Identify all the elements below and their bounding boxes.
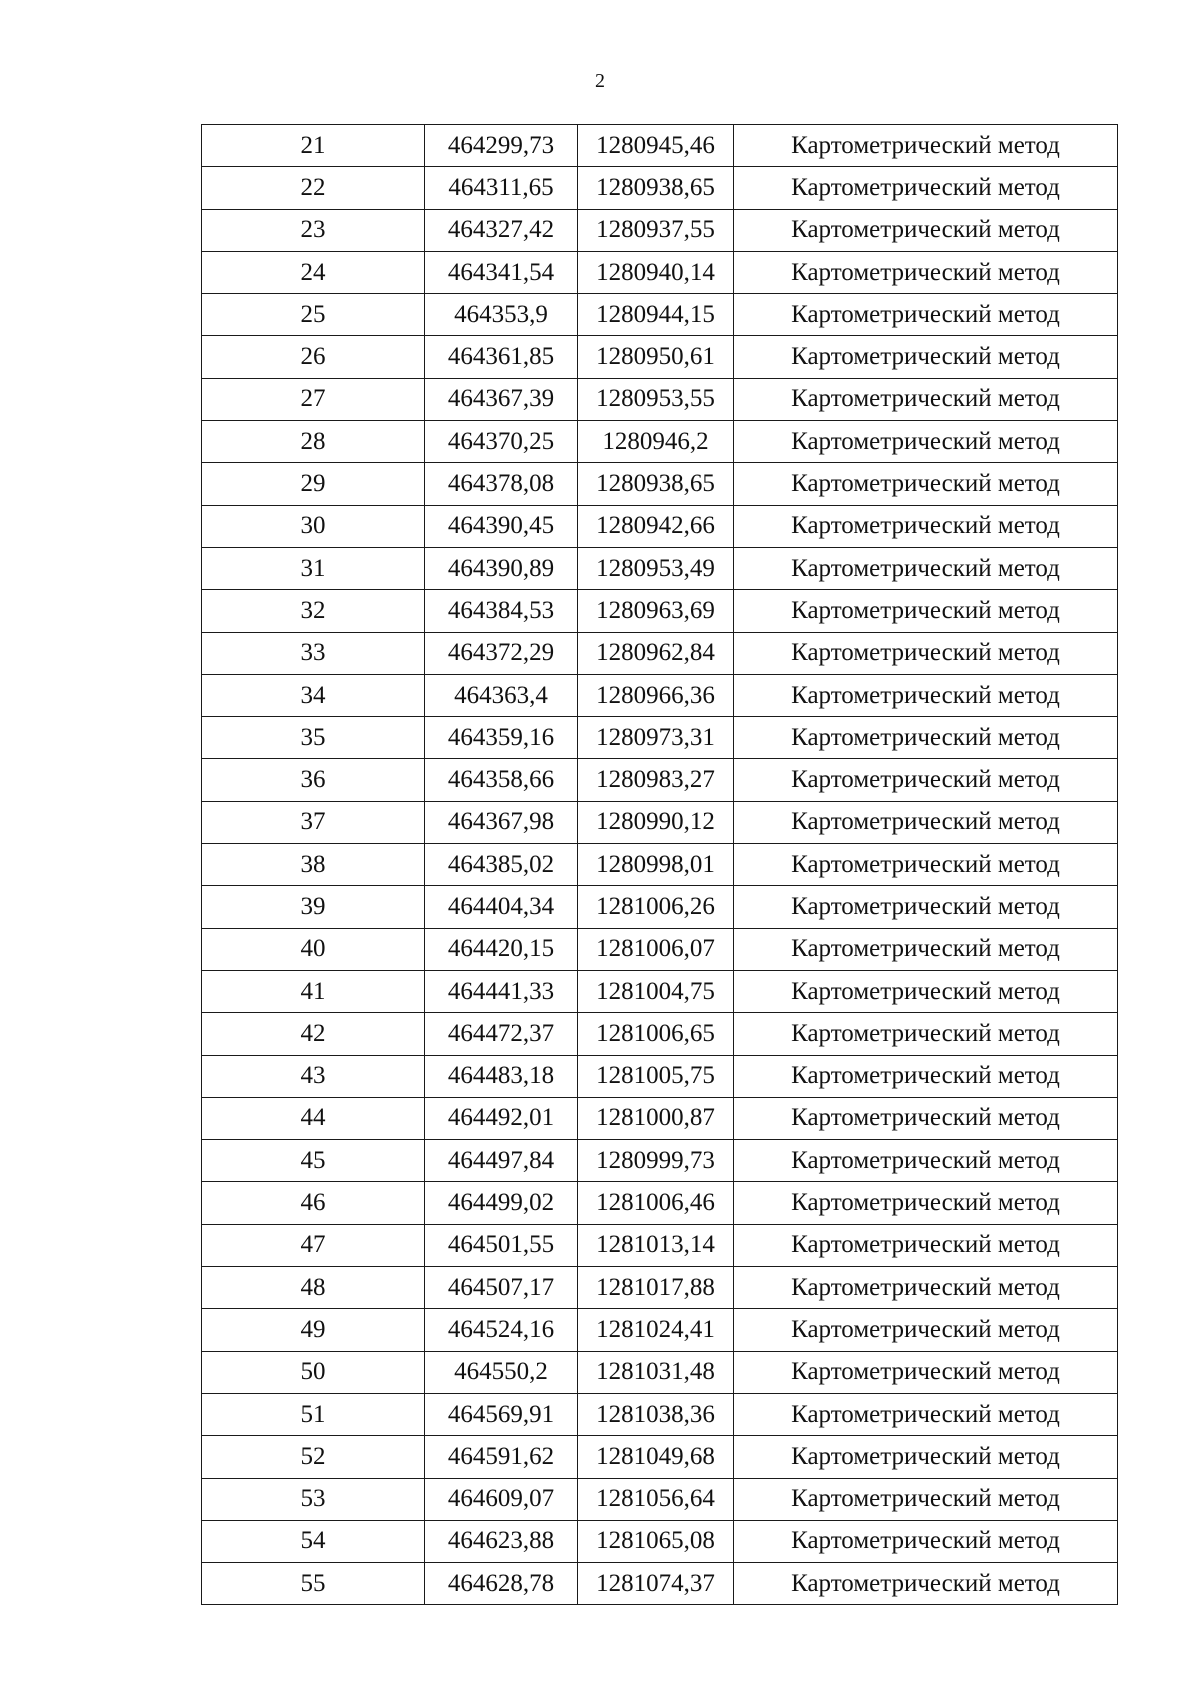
point-number-cell: 31 — [202, 547, 425, 589]
method-cell: Картометрический метод — [734, 294, 1118, 336]
table-row — [202, 378, 1118, 420]
table-row — [202, 674, 1118, 716]
x-coordinate-cell: 464628,78 — [425, 1563, 578, 1605]
point-number-cell: 24 — [202, 251, 425, 293]
point-number-cell: 46 — [202, 1182, 425, 1224]
coordinates-table — [201, 124, 1118, 1605]
point-number-cell: 27 — [202, 378, 425, 420]
y-coordinate-cell: 1280998,01 — [578, 844, 734, 886]
point-number-cell: 55 — [202, 1563, 425, 1605]
x-coordinate-cell: 464353,9 — [425, 294, 578, 336]
method-cell: Картометрический метод — [734, 844, 1118, 886]
method-cell: Картометрический метод — [734, 167, 1118, 209]
y-coordinate-cell: 1280944,15 — [578, 294, 734, 336]
point-number-cell: 51 — [202, 1393, 425, 1435]
table-row — [202, 1097, 1118, 1139]
method-cell: Картометрический метод — [734, 1478, 1118, 1520]
y-coordinate-cell: 1280942,66 — [578, 505, 734, 547]
y-coordinate-cell: 1280962,84 — [578, 632, 734, 674]
table-row — [202, 1140, 1118, 1182]
point-number-cell: 22 — [202, 167, 425, 209]
table-row — [202, 1182, 1118, 1224]
y-coordinate-cell: 1281013,14 — [578, 1224, 734, 1266]
y-coordinate-cell: 1280963,69 — [578, 590, 734, 632]
x-coordinate-cell: 464501,55 — [425, 1224, 578, 1266]
point-number-cell: 21 — [202, 125, 425, 167]
method-cell: Картометрический метод — [734, 1013, 1118, 1055]
x-coordinate-cell: 464370,25 — [425, 421, 578, 463]
method-cell: Картометрический метод — [734, 632, 1118, 674]
table-row — [202, 1563, 1118, 1605]
point-number-cell: 43 — [202, 1055, 425, 1097]
y-coordinate-cell: 1281006,65 — [578, 1013, 734, 1055]
table-row — [202, 505, 1118, 547]
table-row — [202, 717, 1118, 759]
method-cell: Картометрический метод — [734, 928, 1118, 970]
method-cell: Картометрический метод — [734, 421, 1118, 463]
point-number-cell: 28 — [202, 421, 425, 463]
point-number-cell: 25 — [202, 294, 425, 336]
method-cell: Картометрический метод — [734, 378, 1118, 420]
table-row — [202, 1055, 1118, 1097]
method-cell: Картометрический метод — [734, 336, 1118, 378]
y-coordinate-cell: 1281056,64 — [578, 1478, 734, 1520]
y-coordinate-cell: 1281024,41 — [578, 1309, 734, 1351]
table-row — [202, 1393, 1118, 1435]
point-number-cell: 30 — [202, 505, 425, 547]
x-coordinate-cell: 464441,33 — [425, 970, 578, 1012]
method-cell: Картометрический метод — [734, 674, 1118, 716]
x-coordinate-cell: 464609,07 — [425, 1478, 578, 1520]
x-coordinate-cell: 464327,42 — [425, 209, 578, 251]
table-row — [202, 1351, 1118, 1393]
y-coordinate-cell: 1281004,75 — [578, 970, 734, 1012]
x-coordinate-cell: 464361,85 — [425, 336, 578, 378]
point-number-cell: 48 — [202, 1267, 425, 1309]
method-cell: Картометрический метод — [734, 463, 1118, 505]
x-coordinate-cell: 464420,15 — [425, 928, 578, 970]
y-coordinate-cell: 1280966,36 — [578, 674, 734, 716]
point-number-cell: 38 — [202, 844, 425, 886]
x-coordinate-cell: 464359,16 — [425, 717, 578, 759]
coordinates-table-body — [202, 125, 1118, 1605]
y-coordinate-cell: 1280950,61 — [578, 336, 734, 378]
table-row — [202, 209, 1118, 251]
x-coordinate-cell: 464591,62 — [425, 1436, 578, 1478]
table-row — [202, 844, 1118, 886]
table-row — [202, 1267, 1118, 1309]
x-coordinate-cell: 464569,91 — [425, 1393, 578, 1435]
point-number-cell: 36 — [202, 759, 425, 801]
table-row — [202, 1309, 1118, 1351]
point-number-cell: 42 — [202, 1013, 425, 1055]
method-cell: Картометрический метод — [734, 1351, 1118, 1393]
point-number-cell: 47 — [202, 1224, 425, 1266]
y-coordinate-cell: 1280945,46 — [578, 125, 734, 167]
x-coordinate-cell: 464623,88 — [425, 1520, 578, 1562]
point-number-cell: 41 — [202, 970, 425, 1012]
x-coordinate-cell: 464311,65 — [425, 167, 578, 209]
method-cell: Картометрический метод — [734, 1309, 1118, 1351]
x-coordinate-cell: 464507,17 — [425, 1267, 578, 1309]
x-coordinate-cell: 464363,4 — [425, 674, 578, 716]
y-coordinate-cell: 1280938,65 — [578, 463, 734, 505]
table-row — [202, 463, 1118, 505]
point-number-cell: 54 — [202, 1520, 425, 1562]
y-coordinate-cell: 1281000,87 — [578, 1097, 734, 1139]
y-coordinate-cell: 1281005,75 — [578, 1055, 734, 1097]
table-row — [202, 886, 1118, 928]
method-cell: Картометрический метод — [734, 1182, 1118, 1224]
table-row — [202, 336, 1118, 378]
point-number-cell: 35 — [202, 717, 425, 759]
page-number: 2 — [595, 70, 605, 92]
x-coordinate-cell: 464550,2 — [425, 1351, 578, 1393]
method-cell: Картометрический метод — [734, 1140, 1118, 1182]
table-row — [202, 1520, 1118, 1562]
x-coordinate-cell: 464367,98 — [425, 801, 578, 843]
method-cell: Картометрический метод — [734, 970, 1118, 1012]
y-coordinate-cell: 1280983,27 — [578, 759, 734, 801]
table-row — [202, 970, 1118, 1012]
method-cell: Картометрический метод — [734, 1055, 1118, 1097]
table-row — [202, 632, 1118, 674]
method-cell: Картометрический метод — [734, 1520, 1118, 1562]
y-coordinate-cell: 1281006,46 — [578, 1182, 734, 1224]
method-cell: Картометрический метод — [734, 1097, 1118, 1139]
method-cell: Картометрический метод — [734, 209, 1118, 251]
y-coordinate-cell: 1281049,68 — [578, 1436, 734, 1478]
y-coordinate-cell: 1281006,26 — [578, 886, 734, 928]
table-row — [202, 801, 1118, 843]
x-coordinate-cell: 464358,66 — [425, 759, 578, 801]
method-cell: Картометрический метод — [734, 886, 1118, 928]
table-row — [202, 421, 1118, 463]
y-coordinate-cell: 1281065,08 — [578, 1520, 734, 1562]
x-coordinate-cell: 464372,29 — [425, 632, 578, 674]
y-coordinate-cell: 1280940,14 — [578, 251, 734, 293]
method-cell: Картометрический метод — [734, 1393, 1118, 1435]
x-coordinate-cell: 464499,02 — [425, 1182, 578, 1224]
y-coordinate-cell: 1281031,48 — [578, 1351, 734, 1393]
y-coordinate-cell: 1280946,2 — [578, 421, 734, 463]
method-cell: Картометрический метод — [734, 125, 1118, 167]
table-row — [202, 167, 1118, 209]
y-coordinate-cell: 1280999,73 — [578, 1140, 734, 1182]
x-coordinate-cell: 464367,39 — [425, 378, 578, 420]
method-cell: Картометрический метод — [734, 801, 1118, 843]
x-coordinate-cell: 464341,54 — [425, 251, 578, 293]
point-number-cell: 33 — [202, 632, 425, 674]
method-cell: Картометрический метод — [734, 251, 1118, 293]
x-coordinate-cell: 464492,01 — [425, 1097, 578, 1139]
point-number-cell: 32 — [202, 590, 425, 632]
point-number-cell: 34 — [202, 674, 425, 716]
y-coordinate-cell: 1280953,55 — [578, 378, 734, 420]
y-coordinate-cell: 1281017,88 — [578, 1267, 734, 1309]
point-number-cell: 52 — [202, 1436, 425, 1478]
point-number-cell: 26 — [202, 336, 425, 378]
y-coordinate-cell: 1280973,31 — [578, 717, 734, 759]
point-number-cell: 45 — [202, 1140, 425, 1182]
method-cell: Картометрический метод — [734, 590, 1118, 632]
method-cell: Картометрический метод — [734, 1563, 1118, 1605]
y-coordinate-cell: 1280938,65 — [578, 167, 734, 209]
table-row — [202, 1436, 1118, 1478]
x-coordinate-cell: 464385,02 — [425, 844, 578, 886]
point-number-cell: 50 — [202, 1351, 425, 1393]
point-number-cell: 53 — [202, 1478, 425, 1520]
table-row — [202, 1013, 1118, 1055]
x-coordinate-cell: 464299,73 — [425, 125, 578, 167]
x-coordinate-cell: 464378,08 — [425, 463, 578, 505]
table-row — [202, 1478, 1118, 1520]
table-row — [202, 590, 1118, 632]
x-coordinate-cell: 464384,53 — [425, 590, 578, 632]
x-coordinate-cell: 464390,45 — [425, 505, 578, 547]
x-coordinate-cell: 464404,34 — [425, 886, 578, 928]
point-number-cell: 29 — [202, 463, 425, 505]
x-coordinate-cell: 464390,89 — [425, 547, 578, 589]
point-number-cell: 40 — [202, 928, 425, 970]
table-row — [202, 1224, 1118, 1266]
y-coordinate-cell: 1280990,12 — [578, 801, 734, 843]
table-row — [202, 294, 1118, 336]
table-row — [202, 759, 1118, 801]
table-row — [202, 928, 1118, 970]
x-coordinate-cell: 464472,37 — [425, 1013, 578, 1055]
y-coordinate-cell: 1281074,37 — [578, 1563, 734, 1605]
point-number-cell: 39 — [202, 886, 425, 928]
x-coordinate-cell: 464497,84 — [425, 1140, 578, 1182]
x-coordinate-cell: 464524,16 — [425, 1309, 578, 1351]
point-number-cell: 37 — [202, 801, 425, 843]
y-coordinate-cell: 1281006,07 — [578, 928, 734, 970]
table-row — [202, 547, 1118, 589]
y-coordinate-cell: 1280953,49 — [578, 547, 734, 589]
method-cell: Картометрический метод — [734, 505, 1118, 547]
y-coordinate-cell: 1281038,36 — [578, 1393, 734, 1435]
point-number-cell: 23 — [202, 209, 425, 251]
x-coordinate-cell: 464483,18 — [425, 1055, 578, 1097]
method-cell: Картометрический метод — [734, 759, 1118, 801]
point-number-cell: 44 — [202, 1097, 425, 1139]
y-coordinate-cell: 1280937,55 — [578, 209, 734, 251]
method-cell: Картометрический метод — [734, 1224, 1118, 1266]
method-cell: Картометрический метод — [734, 1436, 1118, 1478]
method-cell: Картометрический метод — [734, 547, 1118, 589]
method-cell: Картометрический метод — [734, 717, 1118, 759]
table-row — [202, 125, 1118, 167]
table-row — [202, 251, 1118, 293]
method-cell: Картометрический метод — [734, 1267, 1118, 1309]
point-number-cell: 49 — [202, 1309, 425, 1351]
